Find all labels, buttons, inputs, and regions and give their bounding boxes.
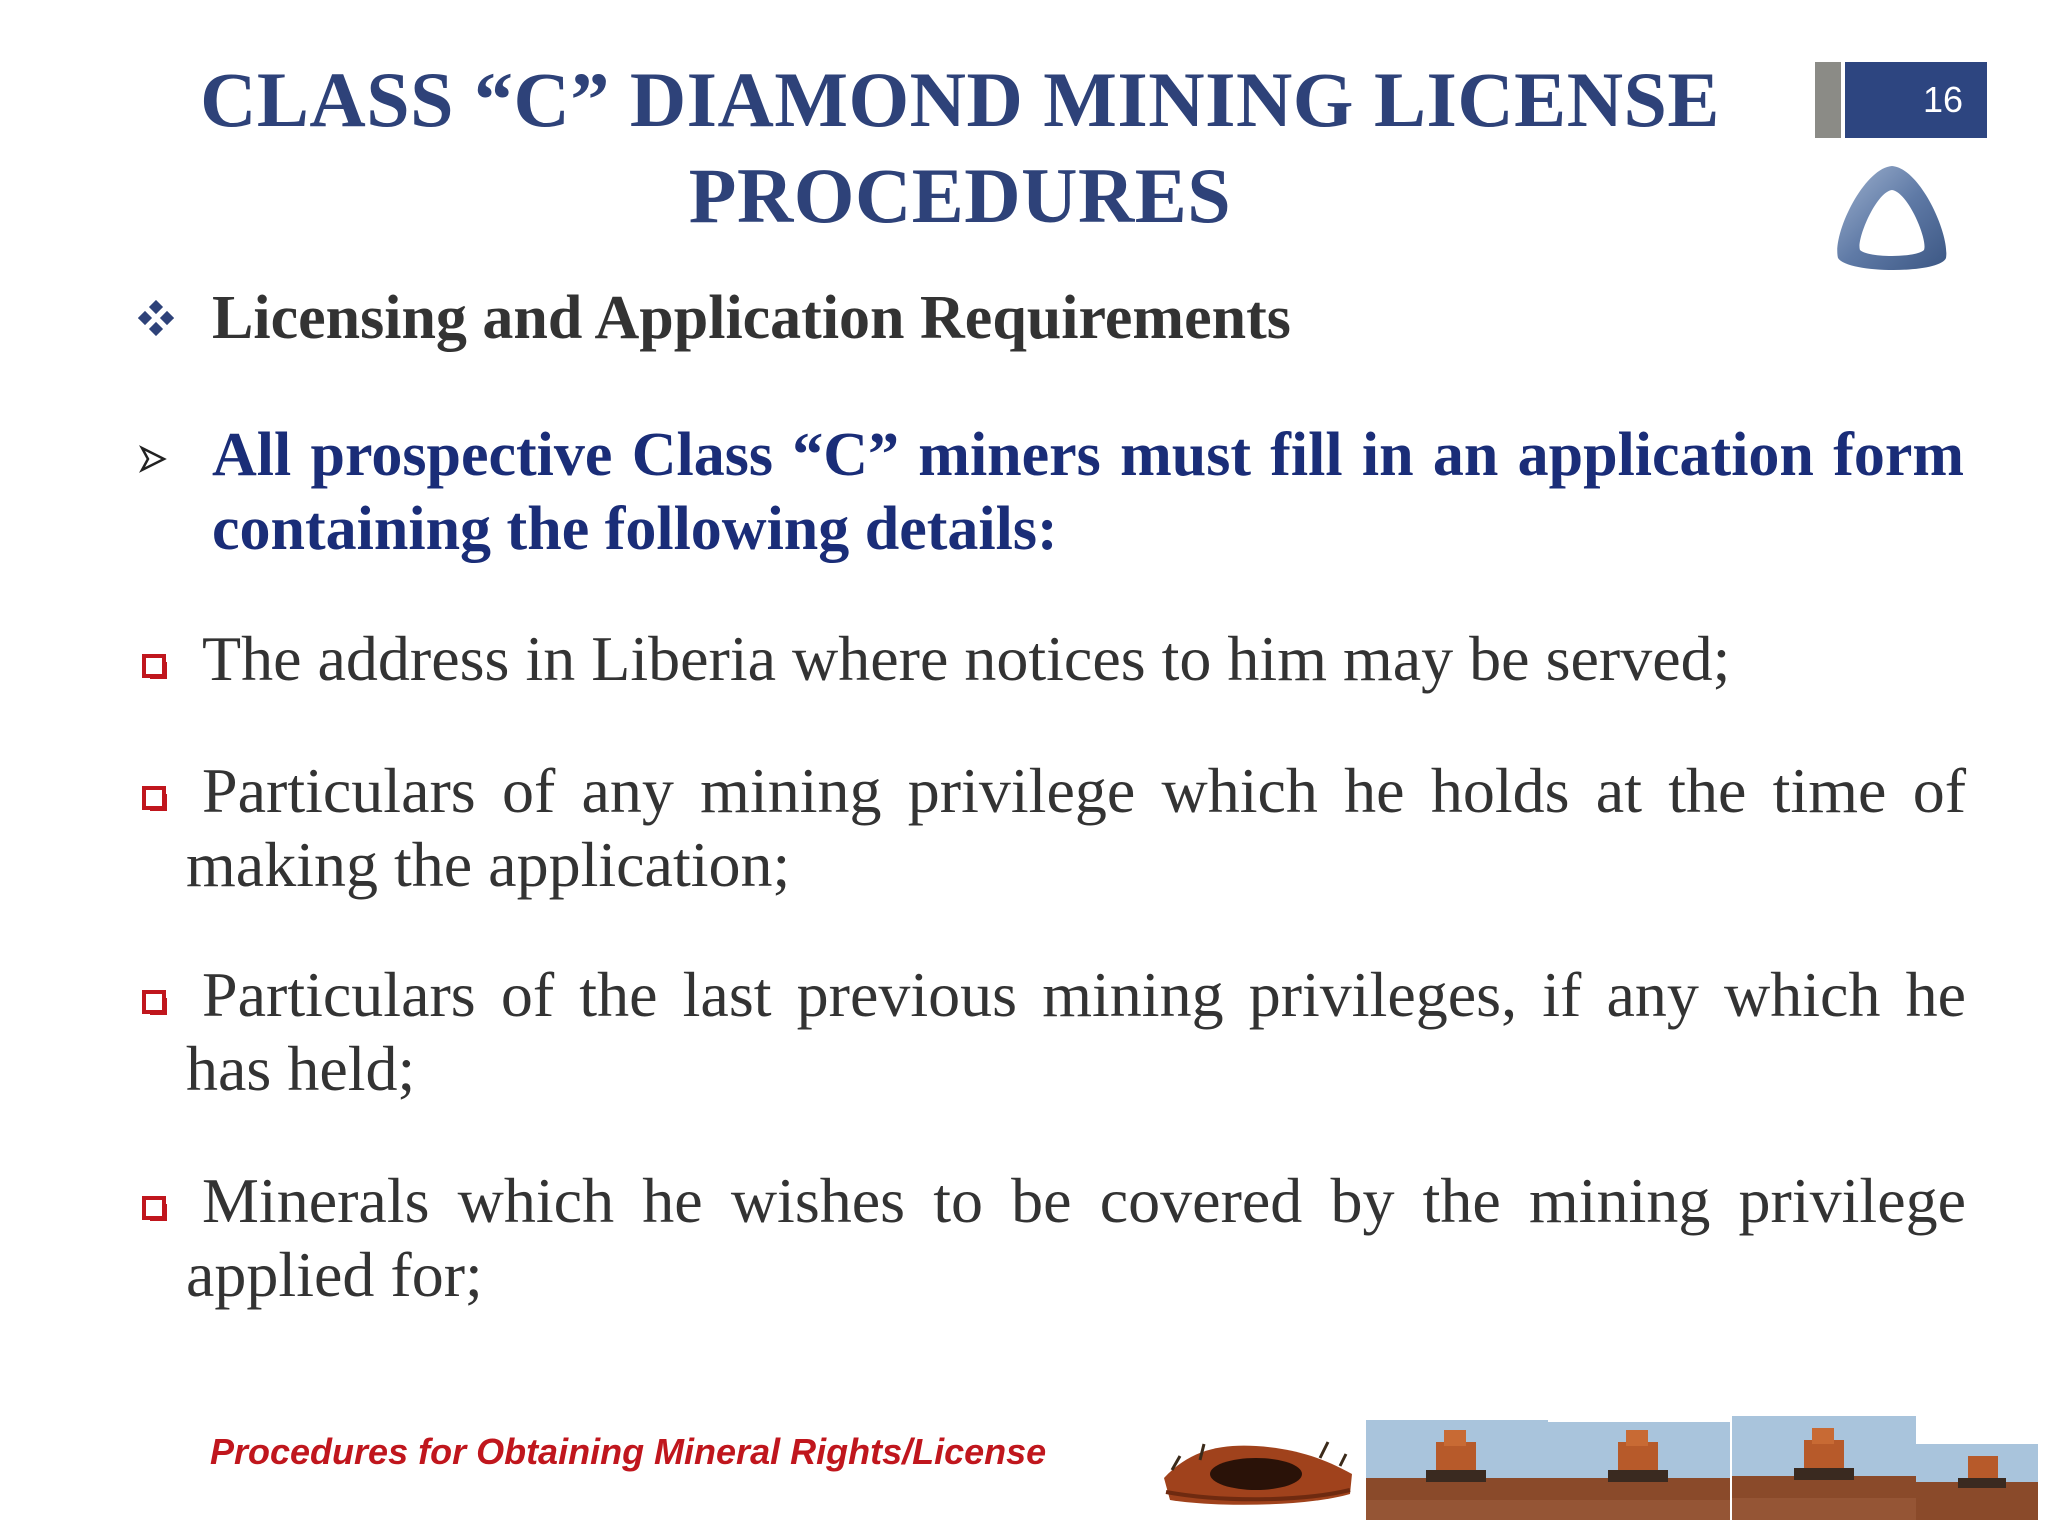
square-bullet-icon: [140, 784, 168, 812]
square-bullet-icon: [140, 652, 168, 680]
slide-title: CLASS “C” DIAMOND MINING LICENSE PROCEDURES: [200, 56, 1720, 239]
section-heading: Licensing and Application Requirements: [212, 284, 1291, 352]
arrow-bullet-icon: [138, 444, 168, 479]
square-bullet-icon: [140, 1194, 168, 1222]
diamond-bullet-icon: [138, 300, 174, 336]
excavator-photo: [1548, 1422, 1730, 1520]
badge-accent-bar: [1815, 62, 1841, 138]
page-number: 16: [1845, 62, 1987, 138]
excavator-photo: [1916, 1444, 2038, 1520]
square-bullet-icon: [140, 988, 168, 1016]
list-item: Particulars of any mining privilege which he holds at the time of making the application;: [186, 755, 1966, 900]
list-item: The address in Liberia where notices to him may be served;: [202, 623, 1731, 694]
excavator-photo: [1366, 1420, 1548, 1520]
page-number-badge: [1815, 62, 1987, 138]
list-item: Particulars of the last previous mining privileges, if any which he has held;: [186, 959, 1966, 1104]
dirt-mound-icon: [1160, 1430, 1356, 1510]
list-item: Minerals which he wishes to be covered by the mining privilege applied for;: [186, 1165, 1966, 1310]
triangle-logo-icon: [1828, 160, 1956, 280]
intro-paragraph: All prospective Class “C” miners must fill in an application form containing the following details:: [212, 421, 1964, 563]
excavator-photo: [1732, 1416, 1916, 1520]
footer-caption: Procedures for Obtaining Mineral Rights/License: [210, 1431, 1047, 1472]
